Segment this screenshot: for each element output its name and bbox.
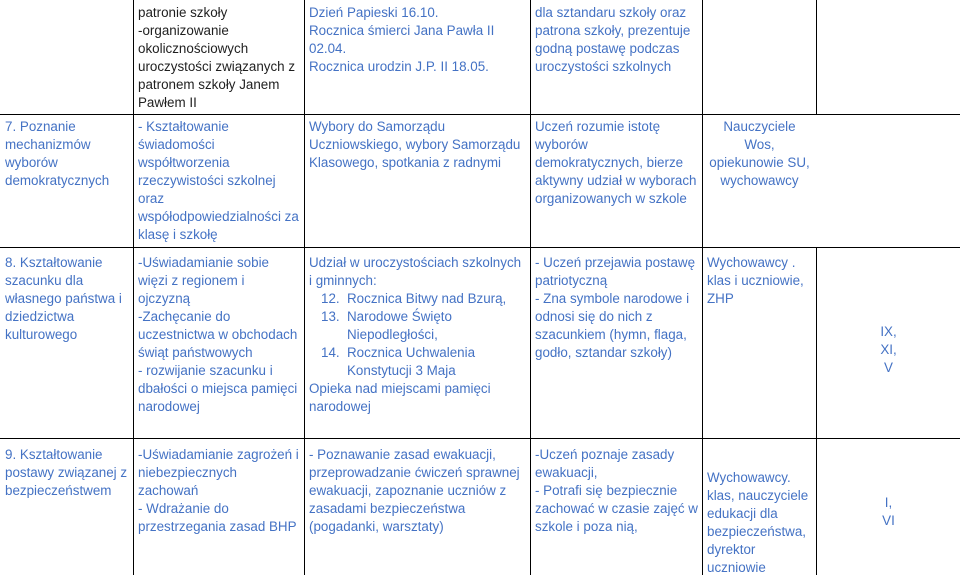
table-cell: -Uświadamianie sobie więzi z regionem i ojczyzną -Zachęcanie do uczestnictwa w obchodach świąt państwowych - rozwijanie szacunku i dbałości o miejsca pamięci narodowej [138,255,298,414]
table-cell: 7. Poznanie mechanizmów wyborów demokratycznych [5,119,110,188]
table-cell: 9. Kształtowanie postawy związanej z bezpieczeństwem [5,447,128,498]
table-border [0,438,960,439]
tasks-list [309,290,526,380]
table-cell: 8. Kształtowanie szacunku dla własnego państwa i dziedzictwa kulturowego [5,255,122,342]
table-cell: patronie szkoły -organizowanie okolicznościowych uroczystości związanych z patronem szkoły Janem Pawłem II [138,5,296,110]
table-border [816,0,817,115]
list-item: 12. Rocznica Bitwy nad Bzurą, [321,291,507,306]
table-cell: - Uczeń przejawia postawę patriotyczną - Zna symbole narodowe i odnosi się do nich z szacunkiem (hymn, flaga, godło, sztandar szkoły) [535,255,696,360]
table-cell: -Uczeń poznaje zasady ewakuacji, - Potrafi się bezpiecznie zachować w czasie zajęć w szkole i poza nią, [535,447,698,534]
list-item: 13. Narodowe Święto Niepodległości, [321,309,452,342]
table-cell: -Uświadamianie zagrożeń i niebezpiecznych zachowań - Wdrażanie do przestrzegania zasad BHP [138,447,299,534]
table-cell: dla sztandaru szkoły oraz patrona szkoły, prezentuje godną postawę podczas uroczystości szkolnych [535,5,691,74]
table-cell: Wychowawcy . klas i uczniowie, ZHP [707,255,804,306]
tasks-intro: Udział w uroczystościach szkolnych i gminnych: [309,255,522,288]
table-cell: Nauczyciele Wos, opiekunowie SU, wychowawcy [709,119,810,188]
table-cell: - Poznawanie zasad ewakuacji, przeprowadzanie ćwiczeń sprawnej ewakuacji, zapoznanie uczniów z zasadami bezpieczeństwa (pogadanki, warsztaty) [309,447,520,534]
table-cell: IX, XI, V [880,324,897,375]
table-cell [305,254,530,416]
table-border [0,114,960,115]
table-cell: Dzień Papieski 16.10. Rocznica śmierci Jana Pawła II 02.04. Rocznica urodzin J.P. II 18.05. [309,5,495,74]
table-cell: Wychowawcy. klas, nauczyciele edukacji dla bezpieczeństwa, dyrektor uczniowie [707,470,809,575]
table-cell: I, VI [882,495,895,528]
list-item: 14. Rocznica Uchwalenia Konstytucji 3 Maja [321,345,476,378]
tasks-outro: Opieka nad miejscami pamięci narodowej [309,381,491,414]
table-border [0,247,960,248]
table-cell: Uczeń rozumie istotę wyborów demokratycznych, bierze aktywny udział w wyborach organizowanych w szkole [535,119,697,206]
table-cell: - Kształtowanie świadomości współtworzenia rzeczywistości szkolnej oraz współodpowiedzialności za klasę i szkołę [138,119,299,242]
table-cell: Wybory do Samorządu Uczniowskiego, wybory Samorządu Klasowego, spotkania z radnymi [309,119,521,170]
